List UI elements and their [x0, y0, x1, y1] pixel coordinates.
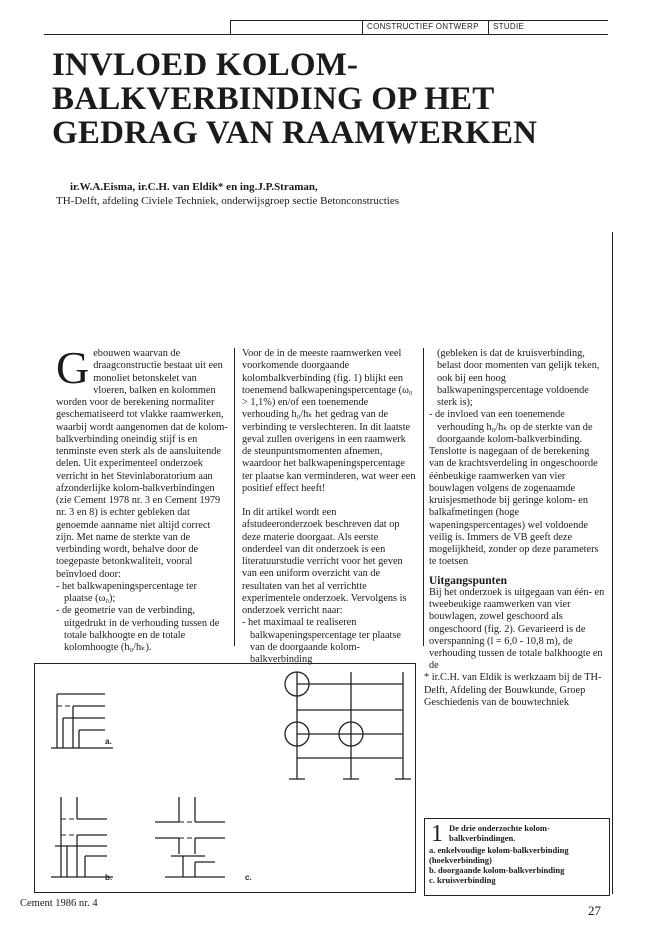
- paragraph: Bij het onderzoek is uitgegaan van één- en tweebeukige raamwerken van vier bouwlagen, zowel geschoord als ongeschoord (fig. 2). Gevarieerd is de overspanning (l = 6,0 - 10,8 m), de verhouding tussen de totale balkhoogte en de: [429, 586, 605, 672]
- paragraph: Voor de in de meeste raamwerken veel voorkomende doorgaande kolombalkverbinding (fig. 1) blijkt een toenemend balkwapeningspercentage (ω₀ > 1,1%) en/of een toenemende verhouding h₀/hₖ het gedrag van de verbinding te verslechteren. In dit laatste geval zullen overigens in een raamwerk de steunpuntsmomenten afnemen, waardoor het balkwapeningspercentage ter plaatse kan verminderen, wat weer een positief effect heeft!: [242, 348, 416, 494]
- header-section: CONSTRUCTIEF ONTWERP: [362, 20, 479, 34]
- caption-item-b: b. doorgaande kolom-balkverbinding: [429, 865, 565, 875]
- frame-drawing: [285, 672, 411, 779]
- list-item: - de geometrie van de verbinding, uitgedrukt in de verhouding tussen de totale balkhoogte en de totale kolomhoogte (h₀/hₖ).: [56, 605, 220, 653]
- column-rule-left: [234, 348, 235, 646]
- through-joint-drawing: [51, 797, 113, 877]
- authors: ir.W.A.Eisma, ir.C.H. van Eldik* en ing.J.P.Straman,: [70, 181, 318, 193]
- intro-text: ebouwen waarvan de draagconstructie bestaat uit een monoliet betonskelet van vloeren, balken en kolommen worden voor de berekening normaliter geschematiseerd tot vlakke raamwerken, waarbij wordt aangenomen dat de kolom-balkverbinding oneindig stijf is en tenminste even sterk als de aansluitende delen. Uit experimenteel onderzoek verricht in het Stevinlaboratorium aan afzonderlijke kolom-balkverbindingen (zie Cement 1978 nr. 3 en Cement 1979 nr. 3 en 8) is echter gebleken dat genoemde aanname niet altijd correct zijn. Met name de sterkte van de verbinding wordt, behalve door de toegepaste betonkwaliteit, vooral beïnvloed door:: [56, 348, 228, 580]
- cross-joint-drawing: [155, 797, 225, 877]
- section-heading: Uitgangspunten: [429, 574, 507, 587]
- paragraph: Tenslotte is nagegaan of de berekening van de krachtsverdeling in ongeschoorde éénbeukige raamwerken van vier bouwlagen volgens de zogenaamde kruisjesmethode bij geringe kolom- en balkafmetingen (hoge wapeningspercentages) wel voldoende veilig is. Immers de VB geeft deze mogelijkheid, zonder op deze parameters te toetsen: [429, 446, 599, 568]
- header-rule-left: [230, 20, 231, 35]
- figure-frame: [34, 663, 416, 893]
- text-column-3: [429, 348, 605, 673]
- column-rule-right: [423, 348, 424, 646]
- page-rule-right: [612, 232, 613, 894]
- title-line-3: GEDRAG VAN RAAMWERKEN: [52, 115, 538, 151]
- drop-cap: G: [56, 342, 90, 393]
- figure-label-c: c.: [245, 873, 252, 882]
- journal-footer: Cement 1986 nr. 4: [20, 898, 98, 909]
- list-item: - de invloed van een toenemende verhouding h₀/hₖ op de sterkte van de doorgaande kolom-balkverbinding.: [429, 409, 593, 445]
- corner-joint-drawing: [51, 694, 113, 748]
- joint-diagrams: [35, 664, 415, 892]
- header-rule-bottom: [44, 34, 608, 35]
- text-column-1: [56, 342, 228, 654]
- title-line-2: BALKVERBINDING OP HET: [52, 81, 495, 117]
- article-title: [52, 48, 632, 150]
- header-category: STUDIE: [488, 20, 524, 34]
- figure-caption: [424, 818, 610, 896]
- figure-number: 1: [431, 821, 443, 847]
- caption-item-a: a. enkelvoudige kolom-balkverbinding (hoekverbinding): [429, 845, 569, 865]
- list-item: - het maximaal te realiseren balkwapeningspercentage ter plaatse van de doorgaande kolom-balkverbinding: [242, 617, 401, 665]
- page-number: 27: [588, 903, 601, 918]
- affiliation: TH-Delft, afdeling Civiele Techniek, onderwijsgroep sectie Betonconstructies: [56, 195, 399, 207]
- paragraph: (gebleken is dat de kruisverbinding, belast door momenten van gelijk teken, ook bij een hoog balkwapeningspercentage voldoende sterk is);: [437, 348, 600, 408]
- list-item: - het balkwapeningspercentage ter plaatse (ω₀);: [56, 580, 197, 604]
- figure-label-b: b.: [105, 873, 113, 882]
- title-line-1: INVLOED KOLOM-: [52, 47, 359, 83]
- figure-label-a: a.: [105, 737, 112, 746]
- author-footnote: * ir.C.H. van Eldik is werkzaam bij de TH-Delft, Afdeling der Bouwkunde, Groep Geschiedenis van de bouwtechniek: [424, 672, 602, 708]
- paragraph: In dit artikel wordt een afstudeeronderzoek beschreven dat op deze materie doorgaat. Als eerste onderdeel van dit onderzoek is een literatuurstudie verricht voor het geven van een uniform overzicht van de resultaten van het al verrichtte experimentele onderzoek. Vervolgens is onderzoek verricht naar:: [242, 507, 407, 616]
- caption-item-c: c. kruisverbinding: [429, 875, 496, 885]
- intro-paragraph: [56, 342, 228, 581]
- text-column-2: [242, 348, 417, 666]
- caption-title: De drie onderzochte kolom-balkverbindingen.: [449, 823, 550, 843]
